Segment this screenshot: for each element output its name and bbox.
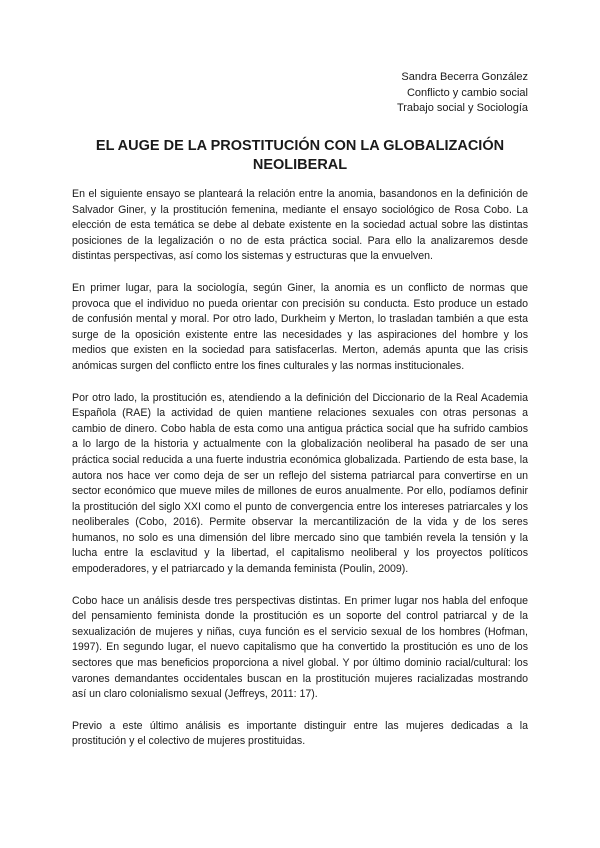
paragraph-introduction: En el siguiente ensayo se planteará la relación entre la anomia, basandonos en la definición de Salvador Giner, y la prostitución femenina, mediante el ensayo sociológico de Rosa Cobo. La elección de esta temática se debe al debate existente en la sociedad actual sobre las distintas posiciones de la legalización o no de esta práctica social. Para ello la analizaremos desde distintas perspectivas, así como los sistemas y estructuras que la envuelven. xyxy=(72,188,528,263)
author-header xyxy=(397,70,528,117)
paragraph-anomia: En primer lugar, para la sociología, según Giner, la anomia es un conflicto de normas que provoca que el individuo no pueda orientar con precisión su conducta. Esto produce un estado de confusión mental y moral. Por otro lado, Durkheim y Merton, lo trasladan también a que esta surge de la oposición existente entre las necesidades y las aspiraciones del hombre y los medios que existen en la sociedad para satisfacerlas. Merton, además apunta que las crisis anómicas surgen del conflicto entre los fines culturales y las normas institucionales. xyxy=(72,281,528,372)
paragraph-distinction: Previo a este último análisis es importante distinguir entre las mujeres dedicadas a la prostitución y el colectivo de mujeres prostituidas. xyxy=(72,719,528,748)
paragraph-cobo-analysis: Cobo hace un análisis desde tres perspectivas distintas. En primer lugar nos habla del enfoque del pensamiento feminista donde la prostitución es un soporte del control patriarcal y de la sexualización de mujeres y niñas, cuya función es el servicio sexual de los hombres (Hofman, 1997). En segundo lugar, el nuevo capitalismo que ha convertido la prostitución es uno de los sectores que mas beneficios proporciona a nivel global. Y por último dominio racial/cultural: los varones demandantes occidentales buscan en la prostitución mujeres racializadas mostrando así un claro colonialismo sexual (Jeffreys, 2011: 17). xyxy=(72,594,528,701)
paragraph-prostitution-definition: Por otro lado, la prostitución es, atendiendo a la definición del Diccionario de la Real Academia Española (RAE) la actividad de quien mantiene relaciones sexuales con otras personas a cambio de dinero. Cobo habla de esta como una antigua práctica social que ha sufrido cambios a lo largo de la historia y actualmente con la globalización neoliberal ha pasado de ser una práctica social reducida a una fuerte industria económica globalizada. Partiendo de esta base, la autora nos hace ver como deja de ser un reflejo del sistema patriarcal para convertirse en un sector económico que mueve miles de millones de euros anualmente. Por ello, podíamos definir la prostitución del siglo XXI como el punto de convergencia entre los intereses patriarcales y los neoliberales (Cobo, 2016). Permite observar la mercantilización de la vida y de los seres humanos, no solo es una dimensión del libre mercado sino que también revela la tensión y la lucha entre la esclavitud y la libertad, el capitalismo neoliberal y los proyectos políticos empoderadores, y el patriarcado y la demanda feminista (Poulin, 2009). xyxy=(72,391,528,576)
course-name: Conflicto y cambio social xyxy=(406,86,528,99)
degree-name: Trabajo social y Sociología xyxy=(396,102,528,114)
author-name: Sandra Becerra González xyxy=(401,71,528,83)
essay-title: EL AUGE DE LA PROSTITUCIÓN CON LA GLOBALIZACIÓN NEOLIBERAL xyxy=(95,138,505,173)
essay-body xyxy=(72,187,528,766)
